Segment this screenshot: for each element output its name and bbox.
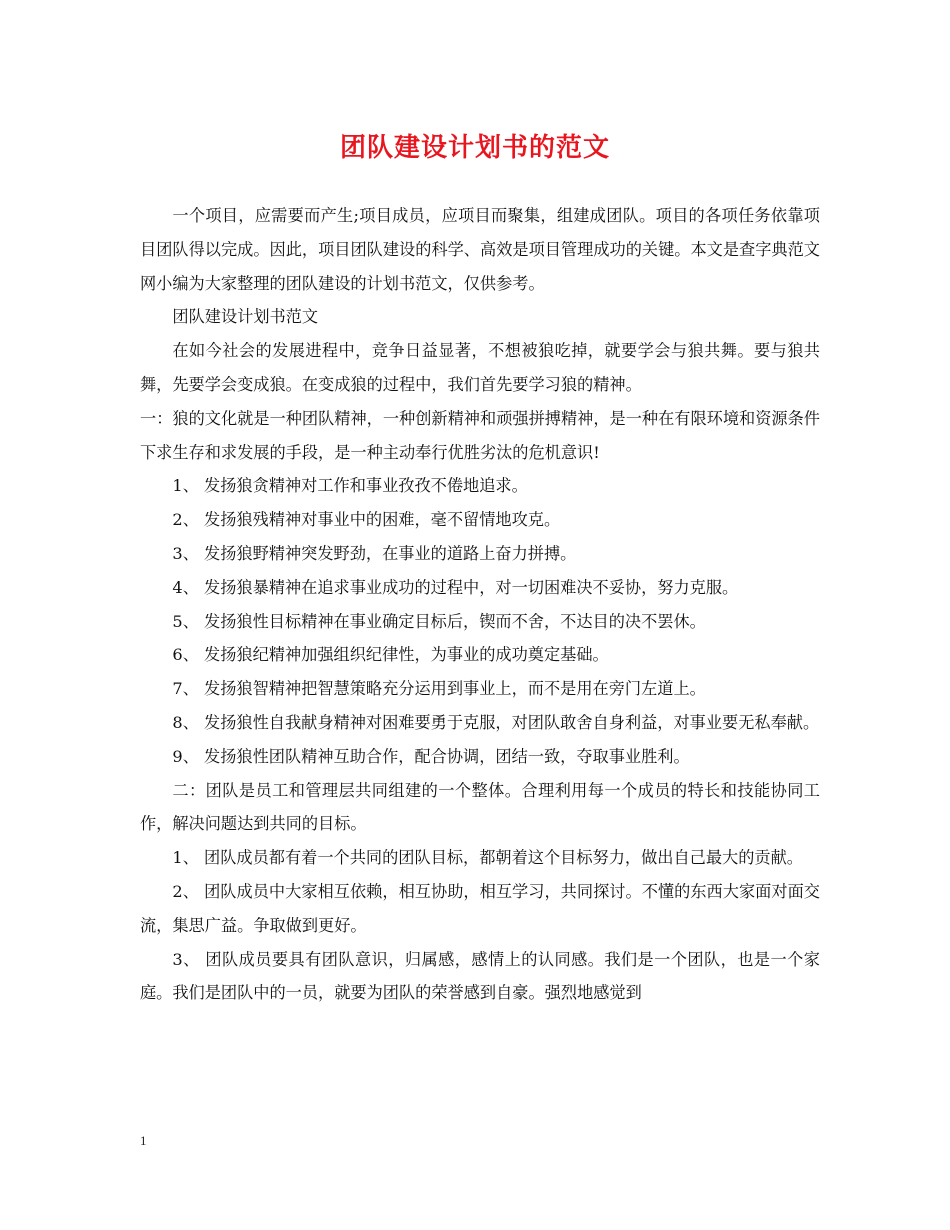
- list-item: 3、 团队成员要具有团队意识，归属感，感情上的认同感。我们是一个团队，也是一个家庭。我们是团队中的一员，就要为团队的荣誉感到自豪。强烈地感觉到: [140, 949, 820, 1003]
- list-item: 3、 发扬狼野精神突发野劲，在事业的道路上奋力拼搏。: [172, 543, 577, 563]
- paragraph: 在如今社会的发展进程中，竞争日益显著，不想被狼吃掉，就要学会与狼共舞。要与狼共舞，先要学会变成狼。在变成狼的过程中，我们首先要学习狼的精神。: [140, 341, 820, 394]
- list-item: 8、 发扬狼性自我献身精神对困难要勇于克服，对团队敢舍自身利益，对事业要无私奉献。: [172, 712, 820, 732]
- section-heading: 团队建设计划书范文: [172, 307, 319, 327]
- page-number: 1: [140, 1133, 147, 1148]
- paragraph: 二：团队是员工和管理层共同组建的一个整体。合理利用每一个成员的特长和技能协同工作，解决问题达到共同的目标。: [140, 780, 820, 834]
- list-item: 1、 团队成员都有着一个共同的团队目标，都朝着这个目标努力，做出自己最大的贡献。: [172, 848, 803, 868]
- list-item: 2、 发扬狼残精神对事业中的困难，毫不留情地攻克。: [172, 510, 561, 530]
- list-item: 9、 发扬狼性团队精神互助合作，配合协调，团结一致，夺取事业胜利。: [172, 746, 690, 766]
- intro-paragraph: 一个项目，应需要而产生;项目成员，应项目而聚集，组建成团队。项目的各项任务依靠项目团队得以完成。因此，项目团队建设的科学、高效是项目管理成功的关键。本文是查字典范文网小编为大家整理的团队建设的计划书范文，仅供参考。: [140, 206, 820, 293]
- list-item: 7、 发扬狼智精神把智慧策略充分运用到事业上，而不是用在旁门左道上。: [172, 679, 706, 699]
- list-item: 2、 团队成员中大家相互依赖，相互协助，相互学习，共同探讨。不懂的东西大家面对面交流，集思广益。争取做到更好。: [140, 881, 820, 935]
- list-item: 1、 发扬狼贪精神对工作和事业孜孜不倦地追求。: [172, 476, 528, 496]
- document-title: 团队建设计划书的范文: [339, 133, 610, 163]
- paragraph: 一：狼的文化就是一种团队精神，一种创新精神和顽强拼搏精神，是一种在有限环境和资源条件下求生存和求发展的手段，是一种主动奉行优胜劣汰的危机意识!: [140, 408, 820, 462]
- document-body: [140, 199, 820, 1010]
- list-item: 6、 发扬狼纪精神加强组织纪律性，为事业的成功奠定基础。: [172, 645, 609, 665]
- list-item: 5、 发扬狼性目标精神在事业确定目标后，锲而不舍，不达目的决不罢休。: [172, 611, 706, 631]
- list-item: 4、 发扬狼暴精神在追求事业成功的过程中，对一切困难决不妥协，努力克服。: [172, 577, 739, 597]
